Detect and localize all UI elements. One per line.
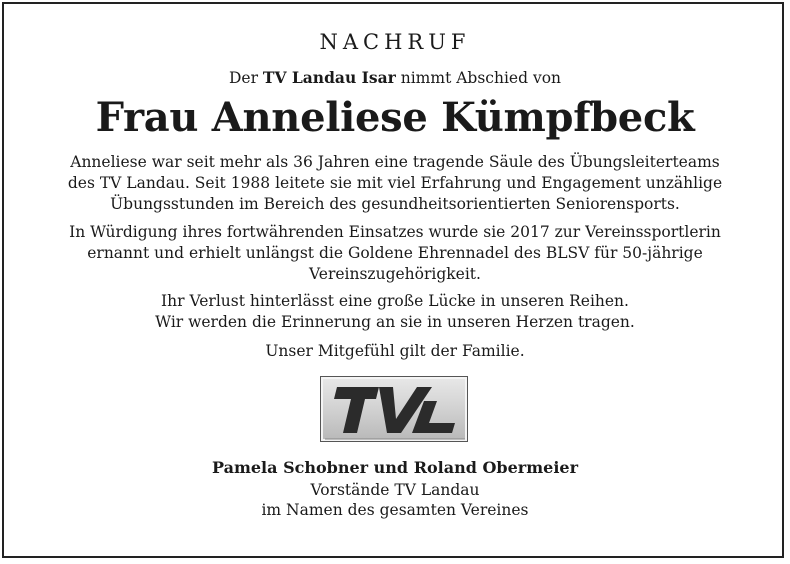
intro-suffix: nimmt Abschied von	[395, 69, 562, 87]
paragraph-line: Vereinszugehörigkeit.	[309, 265, 481, 283]
paragraph-honors	[0, 222, 790, 285]
club-logo	[320, 376, 468, 442]
paragraph-line: ernannt und erhielt unlängst die Goldene Ehrennadel des BLSV für 50-jährige	[87, 244, 703, 262]
intro-line	[0, 68, 790, 87]
signatory-context: im Namen des gesamten Vereines	[261, 501, 529, 519]
signatory-role: Vorstände TV Landau	[310, 481, 480, 499]
paragraph-line: Anneliese war seit mehr als 36 Jahren eine tragende Säule des Übungsleiterteams	[70, 153, 720, 171]
club-name: TV Landau Isar	[262, 68, 396, 87]
paragraph-line: In Würdigung ihres fortwährenden Einsatzes wurde sie 2017 zur Vereinssportlerin	[69, 223, 721, 241]
paragraph-line: des TV Landau. Seit 1988 leitete sie mit viel Erfahrung und Engagement unzählige	[67, 174, 723, 192]
paragraph-loss	[0, 291, 790, 333]
paragraph-condolence	[0, 341, 790, 362]
paragraph-line: Ihr Verlust hinterlässt eine große Lücke in unseren Reihen.	[161, 292, 629, 310]
paragraph-line: Übungsstunden im Bereich des gesundheitsorientierten Seniorensports.	[110, 195, 680, 213]
paragraph-line: Wir werden die Erinnerung an sie in unseren Herzen tragen.	[155, 313, 635, 331]
notice-heading: NACHRUF	[319, 30, 471, 54]
paragraph-career	[0, 152, 790, 215]
tvl-logo-icon	[321, 377, 469, 443]
signatories: Pamela Schobner und Roland Obermeier	[211, 458, 579, 477]
deceased-name: Frau Anneliese Kümpfbeck	[95, 94, 695, 141]
intro-prefix: Der	[228, 69, 263, 87]
paragraph-line: Unser Mitgefühl gilt der Familie.	[265, 342, 525, 360]
